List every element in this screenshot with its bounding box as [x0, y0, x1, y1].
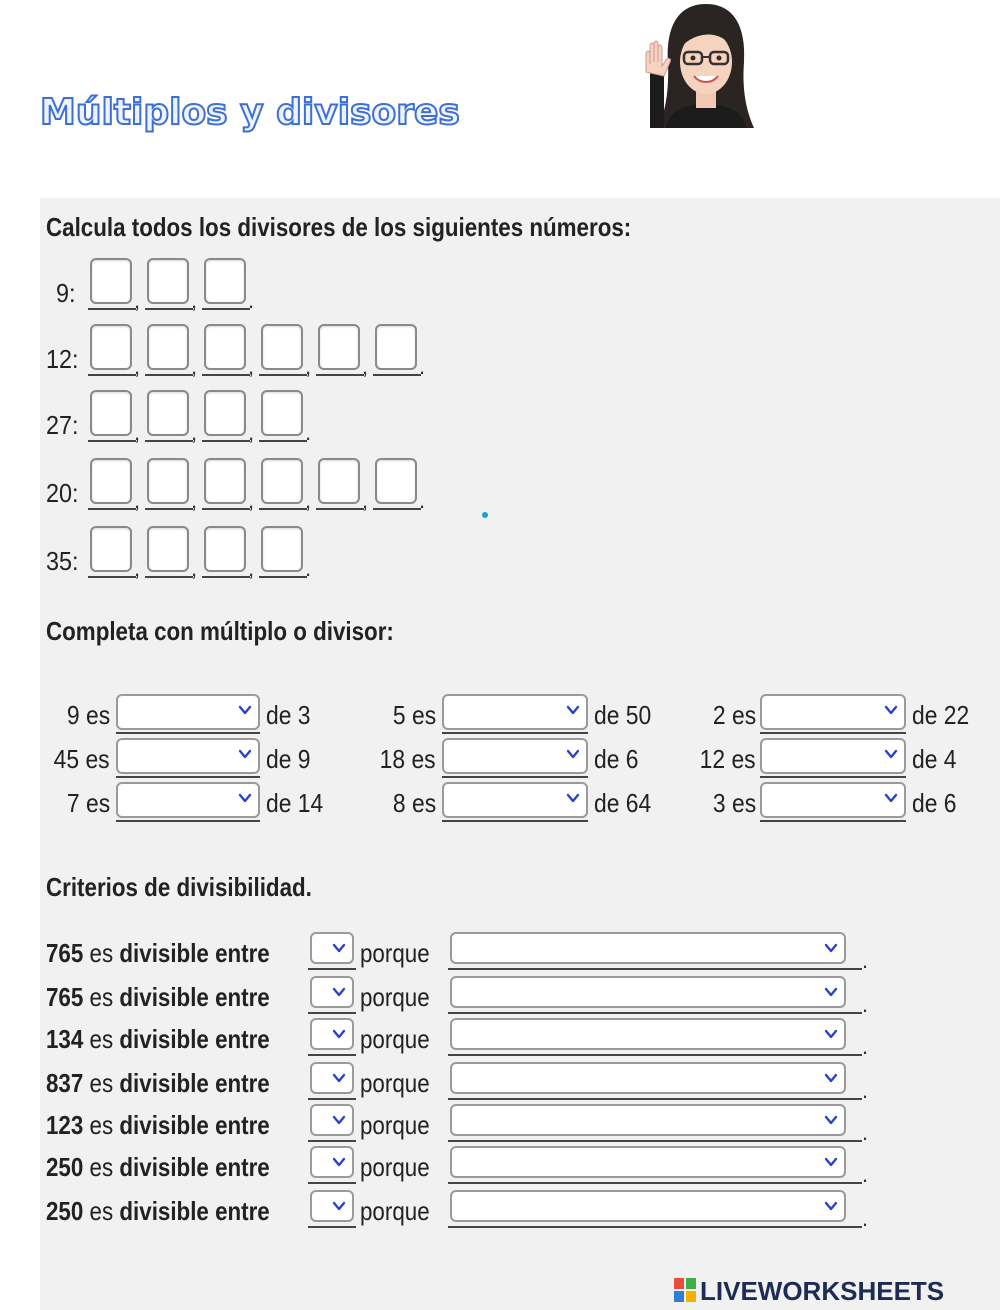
separator: ,: [248, 556, 255, 581]
separator: ,: [305, 488, 312, 513]
chevron-down-icon: [824, 1155, 838, 1169]
statement-suffix: de 6: [912, 788, 957, 818]
statement-prefix: 3 es: [712, 788, 756, 818]
divisor-input[interactable]: [204, 324, 246, 370]
separator: .: [862, 948, 869, 973]
answer-underline: [145, 440, 193, 442]
teacher-avatar: [636, 0, 776, 132]
divisor-input[interactable]: [90, 324, 132, 370]
reason-select[interactable]: [450, 932, 846, 964]
answer-underline: [373, 374, 421, 376]
separator: .: [862, 1206, 869, 1231]
statement-prefix: 5 es: [392, 700, 436, 730]
statement-prefix: 9 es: [66, 700, 110, 730]
answer-underline: [202, 576, 250, 578]
liveworksheets-logo: LIVEWORKSHEETS: [700, 1276, 945, 1306]
answer-underline: [448, 968, 862, 970]
answer-underline: [308, 1054, 356, 1056]
answer-underline: [760, 732, 906, 734]
statement-suffix: de 4: [912, 744, 957, 774]
criteria-number: 250: [46, 1152, 84, 1182]
answer-underline: [88, 508, 136, 510]
multiple-divisor-select[interactable]: [442, 782, 588, 818]
divisor-input[interactable]: [90, 526, 132, 572]
criteria-statement: [46, 982, 270, 1013]
answer-underline: [448, 1226, 862, 1228]
multiple-divisor-select[interactable]: [116, 738, 260, 774]
separator: ,: [134, 354, 141, 379]
divisor-input[interactable]: [147, 390, 189, 436]
criteria-number: 765: [46, 938, 84, 968]
criteria-number: 123: [46, 1110, 84, 1140]
multiple-divisor-select[interactable]: [116, 782, 260, 818]
multiple-divisor-select[interactable]: [442, 694, 588, 730]
chevron-down-icon: [566, 703, 580, 717]
answer-underline: [202, 308, 250, 310]
answer-underline: [259, 508, 307, 510]
separator: ,: [134, 488, 141, 513]
statement-suffix: de 64: [594, 788, 652, 818]
answer-underline: [202, 508, 250, 510]
answer-underline: [145, 308, 193, 310]
statement-suffix: de 6: [594, 744, 639, 774]
multiple-divisor-select[interactable]: [760, 738, 906, 774]
answer-underline: [448, 1012, 862, 1014]
separator: ,: [248, 420, 255, 445]
separator: .: [862, 1078, 869, 1103]
divisor-number-select[interactable]: [310, 1190, 354, 1222]
liveworksheets-logo-icon: [674, 1278, 696, 1302]
criteria-divisible: divisible entre: [119, 1024, 270, 1054]
divisor-input[interactable]: [261, 458, 303, 504]
separator: .: [305, 556, 312, 581]
answer-underline: [308, 968, 356, 970]
separator: .: [248, 288, 255, 313]
criteria-divisible: divisible entre: [119, 1196, 270, 1226]
answer-underline: [308, 1098, 356, 1100]
criteria-es: es: [89, 1068, 114, 1098]
separator: ,: [248, 354, 255, 379]
separator: .: [419, 354, 426, 379]
multiple-divisor-select[interactable]: [442, 738, 588, 774]
criteria-divisible: divisible entre: [119, 982, 270, 1012]
divisor-number-select[interactable]: [310, 976, 354, 1008]
separator: ,: [191, 420, 198, 445]
answer-underline: [88, 374, 136, 376]
divisor-input[interactable]: [90, 390, 132, 436]
page-title: Múltiplos y divisores: [40, 92, 460, 133]
divisor-row-label: 27:: [46, 410, 79, 440]
divisor-input[interactable]: [147, 458, 189, 504]
answer-underline: [116, 776, 260, 778]
separator: ,: [362, 354, 369, 379]
answer-underline: [308, 1140, 356, 1142]
separator: ,: [134, 556, 141, 581]
divisor-input[interactable]: [90, 258, 132, 304]
reason-select[interactable]: [450, 1062, 846, 1094]
porque-label: porque: [360, 1196, 430, 1226]
separator: .: [862, 1120, 869, 1145]
answer-underline: [316, 508, 364, 510]
statement-suffix: de 22: [912, 700, 970, 730]
answer-underline: [202, 374, 250, 376]
chevron-down-icon: [238, 791, 252, 805]
divisor-number-select[interactable]: [310, 1146, 354, 1178]
divisor-input[interactable]: [204, 526, 246, 572]
answer-underline: [88, 576, 136, 578]
criteria-es: es: [89, 938, 114, 968]
answer-underline: [145, 508, 193, 510]
chevron-down-icon: [884, 703, 898, 717]
answer-underline: [316, 374, 364, 376]
divisor-row-label: 20:: [46, 478, 79, 508]
divisor-row-label: 9:: [56, 278, 76, 308]
chevron-down-icon: [566, 747, 580, 761]
reason-select[interactable]: [450, 1146, 846, 1178]
divisor-input[interactable]: [375, 458, 417, 504]
divisor-input[interactable]: [147, 526, 189, 572]
answer-underline: [259, 374, 307, 376]
criteria-es: es: [89, 1110, 114, 1140]
separator: ,: [191, 288, 198, 313]
reason-select[interactable]: [450, 1190, 846, 1222]
criteria-number: 250: [46, 1196, 84, 1226]
porque-label: porque: [360, 1152, 430, 1182]
chevron-down-icon: [824, 1027, 838, 1041]
chevron-down-icon: [332, 1113, 346, 1127]
statement-prefix: 18 es: [380, 744, 436, 774]
divisor-number-select[interactable]: [310, 1018, 354, 1050]
divisor-input[interactable]: [204, 258, 246, 304]
answer-underline: [145, 374, 193, 376]
statement-prefix: 7 es: [66, 788, 110, 818]
answer-underline: [442, 732, 588, 734]
divisor-number-select[interactable]: [310, 1062, 354, 1094]
divisor-row-label: 35:: [46, 546, 79, 576]
section1-heading: Calcula todos los divisores de los siguientes números:: [46, 212, 632, 242]
porque-label: porque: [360, 938, 430, 968]
criteria-es: es: [89, 1024, 114, 1054]
divisor-input[interactable]: [375, 324, 417, 370]
chevron-down-icon: [824, 941, 838, 955]
chevron-down-icon: [332, 1071, 346, 1085]
chevron-down-icon: [332, 1155, 346, 1169]
porque-label: porque: [360, 1068, 430, 1098]
chevron-down-icon: [332, 985, 346, 999]
statement-prefix: 2 es: [712, 700, 756, 730]
divisor-input[interactable]: [261, 526, 303, 572]
chevron-down-icon: [566, 791, 580, 805]
section3-heading: Criterios de divisibilidad.: [46, 872, 312, 902]
answer-underline: [145, 576, 193, 578]
statement-prefix: 12 es: [700, 744, 756, 774]
statement-prefix: 8 es: [392, 788, 436, 818]
criteria-number: 837: [46, 1068, 84, 1098]
divisor-input[interactable]: [204, 390, 246, 436]
separator: .: [862, 1034, 869, 1059]
chevron-down-icon: [332, 1199, 346, 1213]
answer-underline: [116, 732, 260, 734]
criteria-statement: [46, 1024, 270, 1055]
criteria-statement: [46, 1196, 270, 1227]
divisor-row-label: 12:: [46, 344, 79, 374]
separator: .: [862, 992, 869, 1017]
stray-dot: [482, 512, 488, 518]
answer-underline: [259, 440, 307, 442]
separator: ,: [134, 420, 141, 445]
criteria-statement: [46, 938, 270, 969]
answer-underline: [202, 440, 250, 442]
reason-select[interactable]: [450, 976, 846, 1008]
criteria-statement: [46, 1110, 270, 1141]
chevron-down-icon: [824, 985, 838, 999]
criteria-number: 134: [46, 1024, 84, 1054]
divisor-input[interactable]: [204, 458, 246, 504]
chevron-down-icon: [332, 1027, 346, 1041]
statement-suffix: de 50: [594, 700, 652, 730]
divisor-input[interactable]: [318, 458, 360, 504]
chevron-down-icon: [238, 747, 252, 761]
criteria-divisible: divisible entre: [119, 938, 270, 968]
answer-underline: [308, 1226, 356, 1228]
statement-suffix: de 9: [266, 744, 311, 774]
answer-underline: [442, 820, 588, 822]
chevron-down-icon: [332, 941, 346, 955]
separator: ,: [362, 488, 369, 513]
chevron-down-icon: [238, 703, 252, 717]
porque-label: porque: [360, 1110, 430, 1140]
answer-underline: [448, 1182, 862, 1184]
answer-underline: [259, 576, 307, 578]
criteria-es: es: [89, 1196, 114, 1226]
separator: .: [419, 488, 426, 513]
chevron-down-icon: [884, 791, 898, 805]
answer-underline: [88, 440, 136, 442]
answer-underline: [308, 1182, 356, 1184]
multiple-divisor-select[interactable]: [760, 782, 906, 818]
answer-underline: [448, 1098, 862, 1100]
criteria-statement: [46, 1068, 270, 1099]
separator: ,: [134, 288, 141, 313]
divisor-number-select[interactable]: [310, 932, 354, 964]
answer-underline: [373, 508, 421, 510]
statement-prefix: 45 es: [54, 744, 110, 774]
multiple-divisor-select[interactable]: [116, 694, 260, 730]
answer-underline: [442, 776, 588, 778]
answer-underline: [760, 820, 906, 822]
separator: ,: [191, 488, 198, 513]
criteria-divisible: divisible entre: [119, 1110, 270, 1140]
criteria-es: es: [89, 982, 114, 1012]
reason-select[interactable]: [450, 1104, 846, 1136]
statement-suffix: de 14: [266, 788, 324, 818]
chevron-down-icon: [884, 747, 898, 761]
reason-select[interactable]: [450, 1018, 846, 1050]
answer-underline: [308, 1012, 356, 1014]
separator: .: [305, 420, 312, 445]
separator: .: [862, 1162, 869, 1187]
criteria-divisible: divisible entre: [119, 1068, 270, 1098]
criteria-number: 765: [46, 982, 84, 1012]
divisor-input[interactable]: [261, 390, 303, 436]
chevron-down-icon: [824, 1113, 838, 1127]
chevron-down-icon: [824, 1199, 838, 1213]
divisor-input[interactable]: [147, 258, 189, 304]
answer-underline: [88, 308, 136, 310]
multiple-divisor-select[interactable]: [760, 694, 906, 730]
statement-suffix: de 3: [266, 700, 311, 730]
separator: ,: [191, 556, 198, 581]
separator: ,: [248, 488, 255, 513]
section2-heading: Completa con múltiplo o divisor:: [46, 616, 394, 646]
divisor-input[interactable]: [318, 324, 360, 370]
separator: ,: [191, 354, 198, 379]
separator: ,: [305, 354, 312, 379]
criteria-divisible: divisible entre: [119, 1152, 270, 1182]
answer-underline: [760, 776, 906, 778]
divisor-number-select[interactable]: [310, 1104, 354, 1136]
porque-label: porque: [360, 1024, 430, 1054]
criteria-statement: [46, 1152, 270, 1183]
chevron-down-icon: [824, 1071, 838, 1085]
porque-label: porque: [360, 982, 430, 1012]
answer-underline: [448, 1054, 862, 1056]
divisor-input[interactable]: [261, 324, 303, 370]
criteria-es: es: [89, 1152, 114, 1182]
answer-underline: [116, 820, 260, 822]
answer-underline: [448, 1140, 862, 1142]
divisor-input[interactable]: [90, 458, 132, 504]
divisor-input[interactable]: [147, 324, 189, 370]
